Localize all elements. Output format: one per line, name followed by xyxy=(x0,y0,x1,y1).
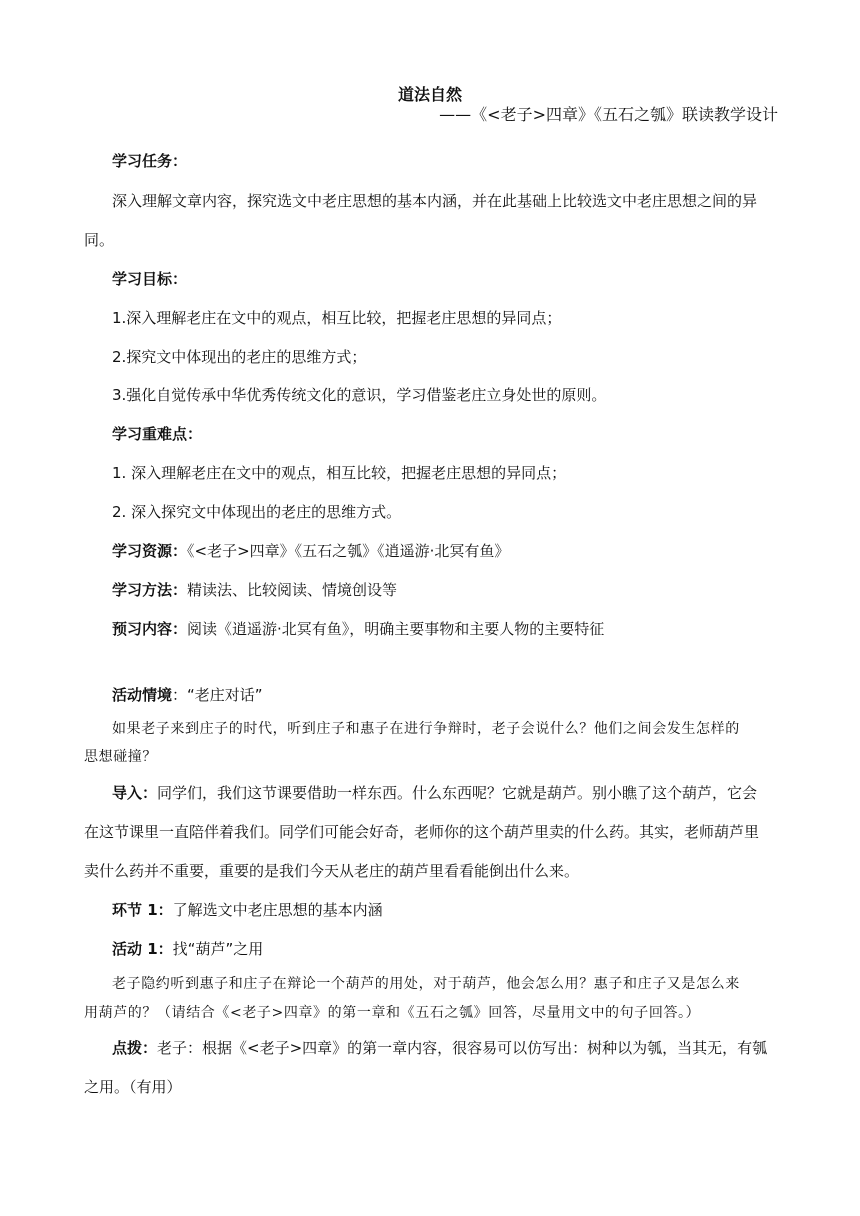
goal-item-1: 1.深入理解老庄在文中的观点，相互比较，把握老庄思想的异同点； xyxy=(112,309,562,327)
section1-row xyxy=(112,899,812,921)
tips-line2: 之用。（有用） xyxy=(84,1078,182,1096)
methods-text: 精读法、比较阅读、情境创设等 xyxy=(187,581,398,599)
scenario-label: 活动情境 xyxy=(112,686,173,704)
activity1-desc-line2: 用葫芦的？（请结合《<老子>四章》的第一章和《五石之瓠》回答，尽量用文中的句子回答。） xyxy=(84,1005,701,1021)
scenario-desc-line1: 如果老子来到庄子的时代，听到庄子和惠子在进行争辩时，老子会说什么？他们之间会发生怎样的 xyxy=(112,721,740,737)
activity1-desc-line1: 老子隐约听到惠子和庄子在辩论一个葫芦的用处，对于葫芦，他会怎么用？惠子和庄子又是怎么来 xyxy=(112,976,740,992)
keypoint-item-2: 2. 深入探究文中体现出的老庄的思维方式。 xyxy=(112,503,402,521)
scenario-desc-line2: 思想碰撞？ xyxy=(84,749,157,765)
resources-label: 学习资源： xyxy=(112,542,188,560)
section1-text: 了解选文中老庄思想的基本内涵 xyxy=(172,901,383,919)
scenario-text: ：“老庄对话” xyxy=(172,686,263,704)
tips-line1: 老子：根据《<老子>四章》的第一章内容，很容易可以仿写出：树种以为瓠，当其无，有瓠 xyxy=(157,1039,768,1057)
resources-row xyxy=(112,540,812,562)
activity1-label: 活动 1： xyxy=(112,940,173,958)
goal-item-3: 3.强化自觉传承中华优秀传统文化的意识，学习借鉴老庄立身处世的原则。 xyxy=(112,386,607,404)
scenario-row xyxy=(112,684,812,706)
activity1-row xyxy=(112,938,812,960)
intro-line1: 同学们，我们这节课要借助一样东西。什么东西呢？它就是葫芦。别小瞧了这个葫芦，它会 xyxy=(157,784,758,802)
tips-row xyxy=(112,1037,812,1059)
section1-label: 环节 1： xyxy=(112,901,173,919)
keypoints-heading: 学习重难点： xyxy=(112,425,203,443)
intro-label: 导入： xyxy=(112,784,158,802)
preview-row xyxy=(112,618,812,640)
task-text-line2: 同。 xyxy=(84,231,115,249)
intro-line3: 卖什么药并不重要，重要的是我们今天从老庄的葫芦里看看能倒出什么来。 xyxy=(84,862,580,880)
goal-item-2: 2.探究文中体现出的老庄的思维方式； xyxy=(112,348,367,366)
doc-subtitle: ——《<老子>四章》《五石之瓠》联读教学设计 xyxy=(439,105,778,124)
methods-row xyxy=(112,579,812,601)
tips-label: 点拨： xyxy=(112,1039,158,1057)
doc-title: 道法自然 xyxy=(397,85,462,104)
intro-row xyxy=(112,782,812,804)
preview-text: 阅读《逍遥游·北冥有鱼》，明确主要事物和主要人物的主要特征 xyxy=(187,620,605,638)
preview-label: 预习内容： xyxy=(112,620,188,638)
resources-text: 《<老子>四章》《五石之瓠》《逍遥游·北冥有鱼》 xyxy=(187,542,510,560)
activity1-text: 找“葫芦”之用 xyxy=(172,940,264,958)
methods-label: 学习方法： xyxy=(112,581,188,599)
goals-heading: 学习目标： xyxy=(112,270,188,288)
task-text-line1: 深入理解文章内容，探究选文中老庄思想的基本内涵，并在此基础上比较选文中老庄思想之间的异 xyxy=(112,192,758,210)
intro-line2: 在这节课里一直陪伴着我们。同学们可能会好奇，老师你的这个葫芦里卖的什么药。其实，老师葫芦里 xyxy=(84,823,760,841)
keypoint-item-1: 1. 深入理解老庄在文中的观点，相互比较，把握老庄思想的异同点； xyxy=(112,464,567,482)
task-heading: 学习任务： xyxy=(112,152,188,170)
